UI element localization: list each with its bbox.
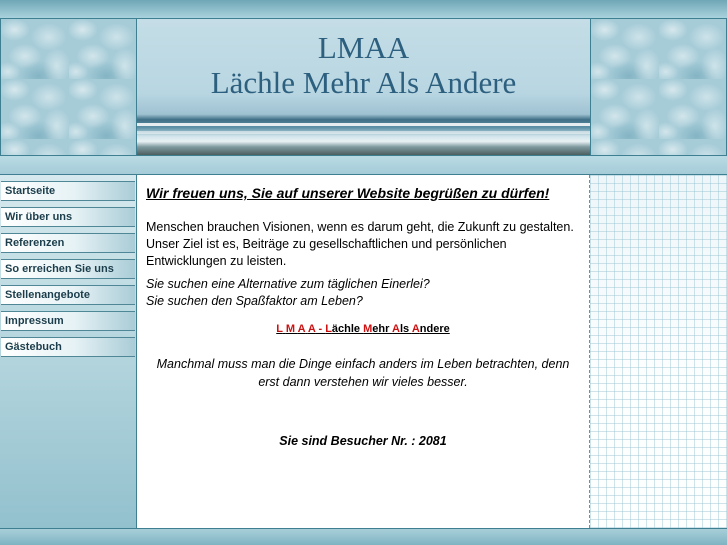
slogan-word: ächle — [331, 323, 364, 335]
footer-bar — [0, 528, 727, 545]
right-decoration-panel — [590, 175, 727, 528]
question-line-2: Sie suchen den Spaßfaktor am Leben? — [146, 294, 363, 308]
intro-line-1: Menschen brauchen Visionen, wenn es darum geht, die Zukunft zu gestalten. — [146, 220, 574, 234]
question-line-1: Sie suchen eine Alternative zum täglichen Einerlei? — [146, 277, 430, 291]
slogan-letter: A — [297, 323, 306, 335]
slogan-letter: A — [307, 323, 316, 335]
slogan-letter: M — [363, 323, 373, 335]
statement-text: Manchmal muss man die Dinge einfach anders im Leben betrachten, denn erst dann verstehen wir vieles besser. — [156, 357, 570, 389]
nav-item-gaestebuch[interactable]: Gästebuch — [1, 337, 135, 357]
question-paragraph — [146, 276, 580, 310]
slogan-word: ehr — [372, 323, 393, 335]
slogan-dash: - — [315, 323, 326, 335]
nav-item-startseite[interactable]: Startseite — [1, 181, 135, 201]
wave-crest — [137, 131, 590, 134]
top-strip — [0, 0, 727, 18]
intro-line-2: Unser Ziel ist es, Beiträge zu gesellschaftlichen und persönlichen Entwicklungen zu leisten. — [146, 237, 507, 268]
nav-item-stellenangebote[interactable]: Stellenangebote — [1, 285, 135, 305]
wave-crest — [137, 123, 590, 126]
slogan-letter: L — [325, 323, 332, 335]
nav-item-referenzen[interactable]: Referenzen — [1, 233, 135, 253]
slogan-letter: A — [392, 323, 400, 335]
slogan-letter: A — [411, 323, 420, 335]
slogan-word: ls — [400, 323, 412, 335]
nav-item-wir-ueber-uns[interactable]: Wir über uns — [1, 207, 135, 227]
nav-item-so-erreichen-sie-uns[interactable]: So erreichen Sie uns — [1, 259, 135, 279]
sidebar-nav — [0, 175, 137, 545]
main-content — [137, 175, 590, 528]
slogan-word: ndere — [419, 323, 450, 335]
pebble-decoration-right — [590, 18, 727, 156]
pebble-decoration-left — [0, 18, 137, 156]
site-subtitle: Lächle Mehr Als Andere — [210, 65, 517, 100]
visitor-counter: Sie sind Besucher Nr. : 2081 — [279, 434, 447, 448]
site-title: LMAA — [317, 30, 410, 65]
slogan-letter: M — [285, 323, 295, 335]
slogan-link[interactable] — [146, 323, 580, 335]
header-separator — [0, 156, 727, 175]
welcome-headline: Wir freuen uns, Sie auf unserer Website begrüßen zu dürfen! — [146, 185, 550, 201]
intro-paragraph — [146, 219, 580, 270]
header-banner — [137, 18, 590, 156]
slogan-letter: L — [276, 323, 283, 335]
nav-item-impressum[interactable]: Impressum — [1, 311, 135, 331]
